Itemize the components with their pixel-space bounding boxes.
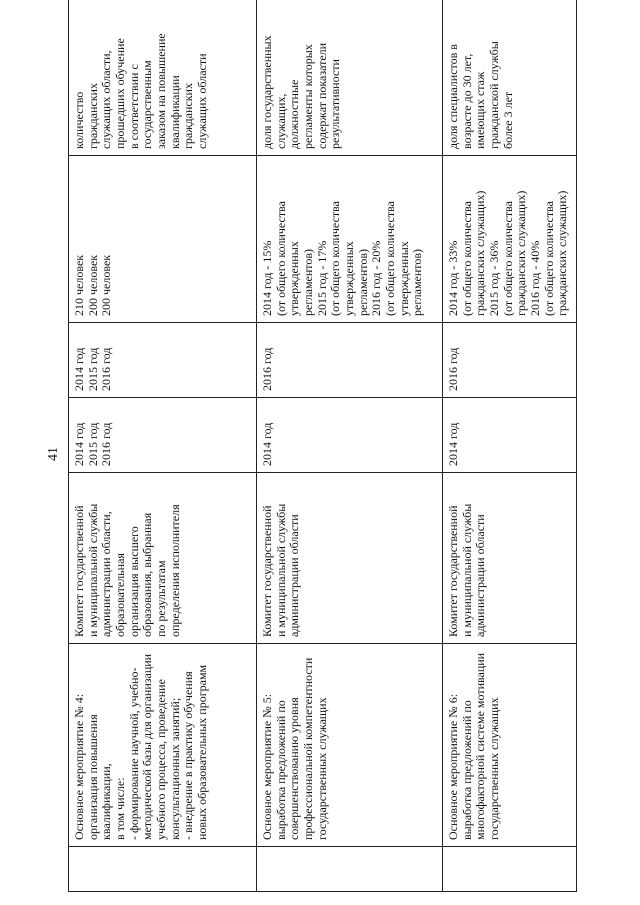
cell-line: содержат показатели	[314, 42, 329, 149]
cell-line: государственных служащих	[487, 697, 502, 840]
cell-line: служащих области,	[99, 50, 114, 149]
cell-line: 2016 год	[446, 347, 460, 391]
cell-line: 200 человек	[99, 254, 114, 316]
cell-line: консультационных занятий;	[167, 697, 182, 840]
cell-line: гражданских служащих)	[555, 190, 570, 316]
table-cell-start-year	[443, 398, 577, 473]
table-cell-event	[443, 644, 577, 847]
cell-line: совершенствованию уровня	[287, 697, 302, 840]
table-cell-event	[69, 644, 257, 847]
table-cell-indicator	[69, 0, 257, 156]
table-cell-indicator	[443, 0, 577, 156]
cell-line: по результатам	[154, 560, 169, 637]
table-cell-executor	[69, 473, 257, 644]
cell-line: утвержденных	[342, 241, 357, 316]
cell-line: должностные	[287, 79, 302, 149]
table-cell-end-year	[443, 323, 577, 398]
cell-line: регламентов)	[301, 248, 316, 316]
table-cell-result	[443, 156, 577, 323]
cell-line: и муниципальной службы	[273, 503, 288, 637]
cell-line: 2016 год	[260, 347, 274, 391]
cell-line: образования, выбранная	[140, 512, 155, 637]
cell-line: регламентов)	[410, 248, 425, 316]
table-row	[257, 0, 443, 892]
cell-line: - формирование научной, учебно-	[126, 667, 141, 840]
cell-line: определения исполнителя	[167, 504, 182, 637]
table-row	[443, 0, 577, 892]
table-cell-start-year	[257, 398, 443, 473]
table-cell-stub	[257, 847, 443, 892]
cell-line: утвержденных	[287, 241, 302, 316]
cell-line: (от общего количества	[459, 201, 474, 316]
cell-line: (от общего количества	[328, 201, 343, 316]
cell-line: регламентов)	[355, 248, 370, 316]
table-cell-result	[69, 156, 257, 323]
cell-line: результативности	[328, 59, 343, 149]
cell-line: (от общего количества	[500, 201, 515, 316]
cell-line: Комитет государственной	[72, 505, 86, 637]
cell-line: (от общего количества	[541, 201, 556, 316]
cell-line: служащих,	[273, 93, 288, 149]
cell-line: имеющих стаж	[473, 71, 488, 149]
cell-line: утвержденных	[396, 241, 411, 316]
cell-line: количество	[72, 91, 86, 149]
table-cell-executor	[257, 473, 443, 644]
cell-line: государственным	[140, 60, 155, 149]
cell-line: в соответствии с	[126, 64, 141, 149]
table-row	[69, 0, 257, 892]
cell-line: служащих области	[195, 53, 210, 149]
cell-line: квалификации	[167, 75, 182, 149]
cell-line: администрации области	[287, 514, 302, 637]
cell-line: и муниципальной службы	[459, 503, 474, 637]
cell-line: и муниципальной службы	[85, 503, 100, 637]
cell-line: администрации области	[473, 514, 488, 637]
table-cell-stub	[443, 847, 577, 892]
cell-line: гражданской службы	[487, 41, 502, 149]
table-cell-indicator	[257, 0, 443, 156]
table-cell-end-year	[257, 323, 443, 398]
cell-line: 2014 год	[72, 347, 86, 391]
table-cell-executor	[443, 473, 577, 644]
cell-line: 2015 год - 36%	[487, 240, 502, 316]
cell-line: 2014 год	[72, 422, 86, 466]
table-cell-stub	[69, 847, 257, 892]
cell-line: многофакторной системе мотивации	[473, 652, 488, 840]
cell-line: выработка предложений по	[459, 700, 474, 840]
cell-line: прошедших обучение	[113, 38, 128, 149]
cell-line: 2016 год	[99, 422, 114, 466]
cell-line: в том числе:	[113, 777, 128, 840]
table-cell-event	[257, 644, 443, 847]
cell-line: 2014 год - 15%	[260, 240, 274, 316]
table-cell-result	[257, 156, 443, 323]
page-number: 41	[46, 447, 61, 461]
cell-line: образовательная	[113, 553, 128, 637]
cell-line: гражданских	[85, 83, 100, 149]
cell-line: доля специалистов в	[446, 44, 460, 149]
cell-line: выработка предложений по	[273, 700, 288, 840]
cell-line: 2015 год	[85, 422, 100, 466]
table-cell-end-year	[69, 323, 257, 398]
cell-line: гражданских	[181, 83, 196, 149]
cell-line: - внедрение в практику обучения	[181, 671, 196, 840]
cell-line: заказом на повышение	[154, 33, 169, 149]
cell-line: 2015 год	[85, 347, 100, 391]
cell-line: учебного процесса, проведение	[154, 679, 169, 840]
cell-line: регламенты которых	[301, 44, 316, 149]
table-cell-start-year	[69, 398, 257, 473]
cell-line: новых образовательных программ	[195, 664, 210, 840]
cell-line: 2015 год - 17%	[314, 240, 329, 316]
cell-line: 200 человек	[85, 254, 100, 316]
cell-line: более 3 лет	[500, 91, 515, 149]
cell-line: профессиональной компетентности	[301, 657, 316, 840]
cell-line: организация повышения	[85, 714, 100, 840]
cell-line: (от общего количества	[273, 201, 288, 316]
cell-line: гражданских служащих)	[514, 190, 529, 316]
cell-line: Основное мероприятие № 6:	[446, 693, 460, 840]
cell-line: доля государственных	[260, 35, 274, 149]
cell-line: 2014 год	[260, 422, 274, 466]
cell-line: методической базы для организации	[140, 653, 155, 840]
cell-line: администрации области,	[99, 511, 114, 637]
cell-line: 210 человек	[72, 254, 86, 316]
cell-line: квалификации,	[99, 763, 114, 840]
cell-line: государственных служащих	[314, 697, 329, 840]
cell-line: 2014 год	[446, 422, 460, 466]
cell-line: Основное мероприятие № 5:	[260, 693, 274, 840]
cell-line: 2016 год	[99, 347, 114, 391]
cell-line: 2014 год - 33%	[446, 240, 460, 316]
program-events-table	[68, 0, 577, 892]
cell-line: гражданских служащих)	[473, 190, 488, 316]
rotated-page-content	[68, 32, 576, 892]
cell-line: (от общего количества	[383, 201, 398, 316]
cell-line: Основное мероприятие № 4:	[72, 693, 86, 840]
cell-line: Комитет государственной	[260, 505, 274, 637]
cell-line: возрасте до 30 лет,	[459, 53, 474, 149]
cell-line: Комитет государственной	[446, 505, 460, 637]
cell-line: 2016 год - 40%	[528, 240, 543, 316]
cell-line: 2016 год - 20%	[369, 240, 384, 316]
cell-line: организация высшего	[126, 526, 141, 637]
